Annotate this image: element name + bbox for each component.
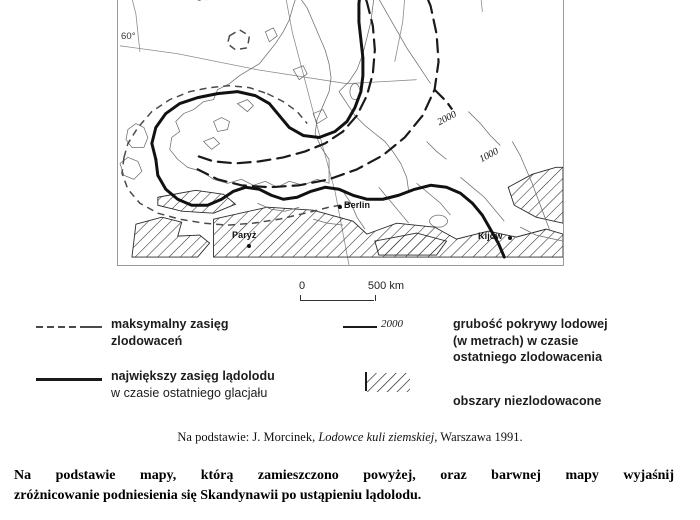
contour-label-2000: 2000 (435, 108, 459, 129)
legend-column-right (360, 316, 690, 408)
legend-line-2: (w metrach) w czasie (453, 333, 579, 348)
city-label-kijow: Kijów (478, 231, 503, 241)
legend-line-2: w czasie ostatniego glacjału (111, 385, 268, 400)
city-dot-kijow (508, 236, 512, 240)
legend-line-3: ostatniego zlodowacenia (453, 350, 603, 364)
source-attribution (0, 430, 700, 445)
contour-label-1000: 1000 (477, 145, 501, 166)
hatched-area-icon (365, 372, 367, 391)
contour-icon-value: 2000 (381, 318, 403, 330)
scale-label-zero: 0 (299, 280, 306, 292)
legend-item-unglaciated (360, 372, 690, 408)
legend-line-1: maksymalny zasięg (111, 317, 229, 331)
map-frame (117, 0, 564, 266)
map-scale-bar (299, 280, 404, 304)
source-suffix: , Warszawa 1991. (434, 430, 523, 444)
legend-label-ice-thickness (453, 316, 690, 366)
legend-item-ice-thickness (360, 316, 690, 372)
map-graticule-label: 60° (121, 31, 136, 42)
legend-label-max-extent (111, 316, 366, 349)
legend-label-last-glacial (111, 368, 366, 401)
source-prefix: Na podstawie: J. Morcinek, (177, 430, 319, 444)
question-line-1: Na podstawie mapy, którą zamieszczono powyżej, oraz barwnej mapy wyjaśnij (14, 468, 674, 483)
scale-label-max: 500 km (367, 280, 404, 292)
legend-line-2: zlodowaceń (111, 333, 183, 348)
city-label-berlin: Berlin (344, 200, 371, 210)
scale-tick-end (375, 295, 376, 301)
scale-tick-start (300, 295, 301, 301)
legend-column-left (36, 316, 366, 408)
legend-item-last-glacial (36, 368, 366, 408)
city-dot-berlin (338, 205, 342, 209)
legend-line-1: obszary niezlodowacone (453, 394, 602, 408)
scale-rule (300, 300, 374, 301)
city-label-paryz: Paryż (232, 230, 257, 240)
source-title: Lodowce kuli ziemskiej (318, 430, 435, 444)
legend-label-unglaciated (453, 390, 690, 410)
legend-line-1: największy zasięg lądolodu (111, 369, 275, 383)
question-line-2: zróżnicowanie podniesienia się Skandynawii po ustąpieniu lądolodu. (14, 488, 422, 503)
city-dot-paryz (247, 244, 251, 248)
map-legend (0, 316, 700, 414)
legend-item-max-extent (36, 316, 366, 368)
map-figure (117, 0, 564, 266)
question-text (14, 466, 674, 506)
map-drawing (118, 0, 563, 265)
legend-line-1: grubość pokrywy lodowej (453, 317, 608, 331)
